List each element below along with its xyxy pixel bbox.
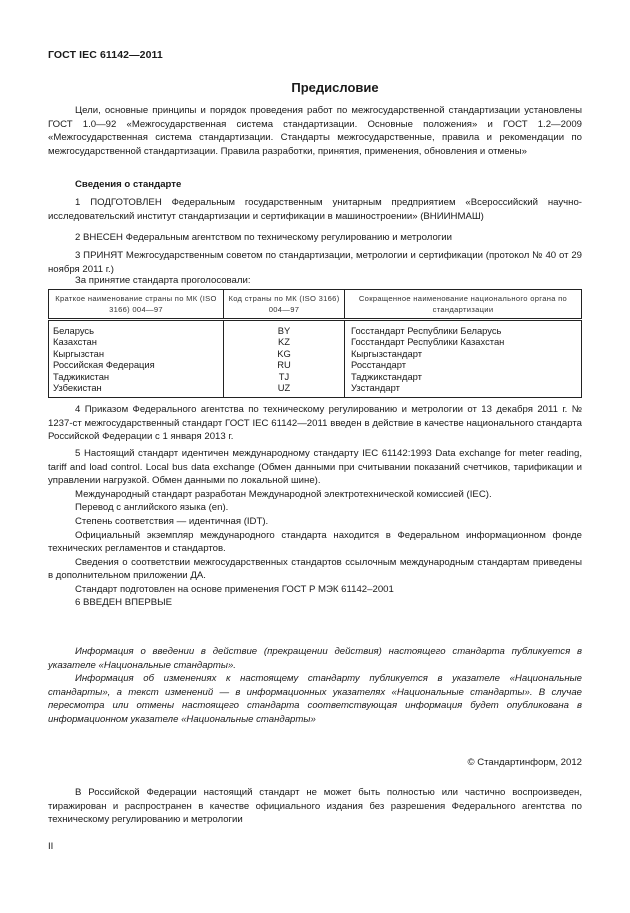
- rights-notice: В Российской Федерации настоящий стандарт не может быть полностью или частично воспроизведен, тиражирован и распространен в качестве официального издания без разрешения Федерального агентства по техническому регулированию и метрологии: [48, 787, 582, 826]
- info-item-3: 3 ПРИНЯТ Межгосударственным советом по стандартизации, метрологии и сертификации (протокол № 40 от 29 ноября 2011 г.): [48, 250, 582, 275]
- voting-table: [48, 289, 582, 398]
- publication-notice: Информация о введении в действие (прекращении действия) настоящего стандарта публикуется в указателе «Национальные стандарты». Информация об изменениях к настоящему стандарту публикуется в указателе «Национальные стандарты», а текст изменений — в информационных указателях «Национальные стандарты». В случае пересмотра или отмены настоящего стандарта соответствующая информация будет опубликована в информационном указателе «Национальные стандарты»: [48, 646, 582, 725]
- column-header-country: Краткое наименование страны по МК (ISO 3166) 004—97: [49, 290, 224, 320]
- voted-label: За принятие стандарта проголосовали:: [75, 275, 251, 286]
- table-row: Российская Федерация RU Росстандарт: [49, 359, 582, 370]
- table-header-row: [49, 290, 582, 320]
- page-title: Предисловие: [291, 80, 379, 95]
- table-row: Беларусь BY Госстандарт Республики Беларусь: [49, 320, 582, 337]
- info-item-5: 5 Настоящий стандарт идентичен международному стандарту IEC 61142:1993 Data exchange for meter reading, tariff and load control. Local bus data exchange (Обмен данными при считывании показаний счетчиков, тарификации и управлении нагрузкой. Обмен данными по локальной шине). Международный стандарт разработан Международной электротехнической комиссией (IEC). Перевод с английского языка (en). Степень соответствия — идентичная (IDT). Официальный экземпляр международного стандарта находится в Федеральном информационном фонде технических регламентов и стандартов. Сведения о соответствии межгосударственных стандартов ссылочным международным стандартам приведены в дополнительном приложении ДА. Стандарт подготовлен на основе применения ГОСТ Р МЭК 61142–2001: [48, 448, 582, 595]
- info-item-1: 1 ПОДГОТОВЛЕН Федеральным государственным унитарным предприятием «Всероссийский научно-исследовательский институт стандартизации и сертификации в машиностроении» (ВНИИНМАШ): [48, 197, 582, 222]
- info-item-2: 2 ВНЕСЕН Федеральным агентством по техническому регулированию и метрологии: [75, 232, 453, 243]
- table-row: Узбекистан UZ Узстандарт: [49, 382, 582, 398]
- intro-section: [48, 104, 582, 158]
- table-row: Кыргызстан KG Кыргызстандарт: [49, 348, 582, 359]
- info-heading: Сведения о стандарте: [75, 179, 182, 190]
- document-id-header: ГОСТ IEC 61142—2011: [48, 49, 163, 61]
- table-row: Казахстан KZ Госстандарт Республики Казахстан: [49, 336, 582, 347]
- column-header-code: Код страны по МК (ISO 3166) 004—97: [224, 290, 345, 320]
- info-item-6: 6 ВВЕДЕН ВПЕРВЫЕ: [75, 597, 173, 608]
- info-item-4: 4 Приказом Федерального агентства по техническому регулированию и метрологии от 13 декабря 2011 г. № 1237-ст межгосударственный стандарт ГОСТ IEC 61142—2011 введен в действие в качестве национального стандарта Российской Федерации с 1 января 2013 г.: [48, 404, 582, 443]
- table-row: Таджикистан TJ Таджикстандарт: [49, 371, 582, 382]
- copyright: © Стандартинформ, 2012: [467, 757, 582, 768]
- page-number: II: [48, 841, 54, 852]
- intro-paragraph: Цели, основные принципы и порядок проведения работ по межгосударственной стандартизации установлены ГОСТ 1.0—92 «Межгосударственная система стандартизации. Основные положения» и ГОСТ 1.2—2009 «Межгосударственная система стандартизации. Стандарты межгосударственные, правила и рекомендации по межгосударственной стандартизации. Правила разработки, принятия, применения, обновления и отмены»: [48, 105, 582, 157]
- column-header-body: Сокращенное наименование национального органа по стандартизации: [345, 290, 582, 320]
